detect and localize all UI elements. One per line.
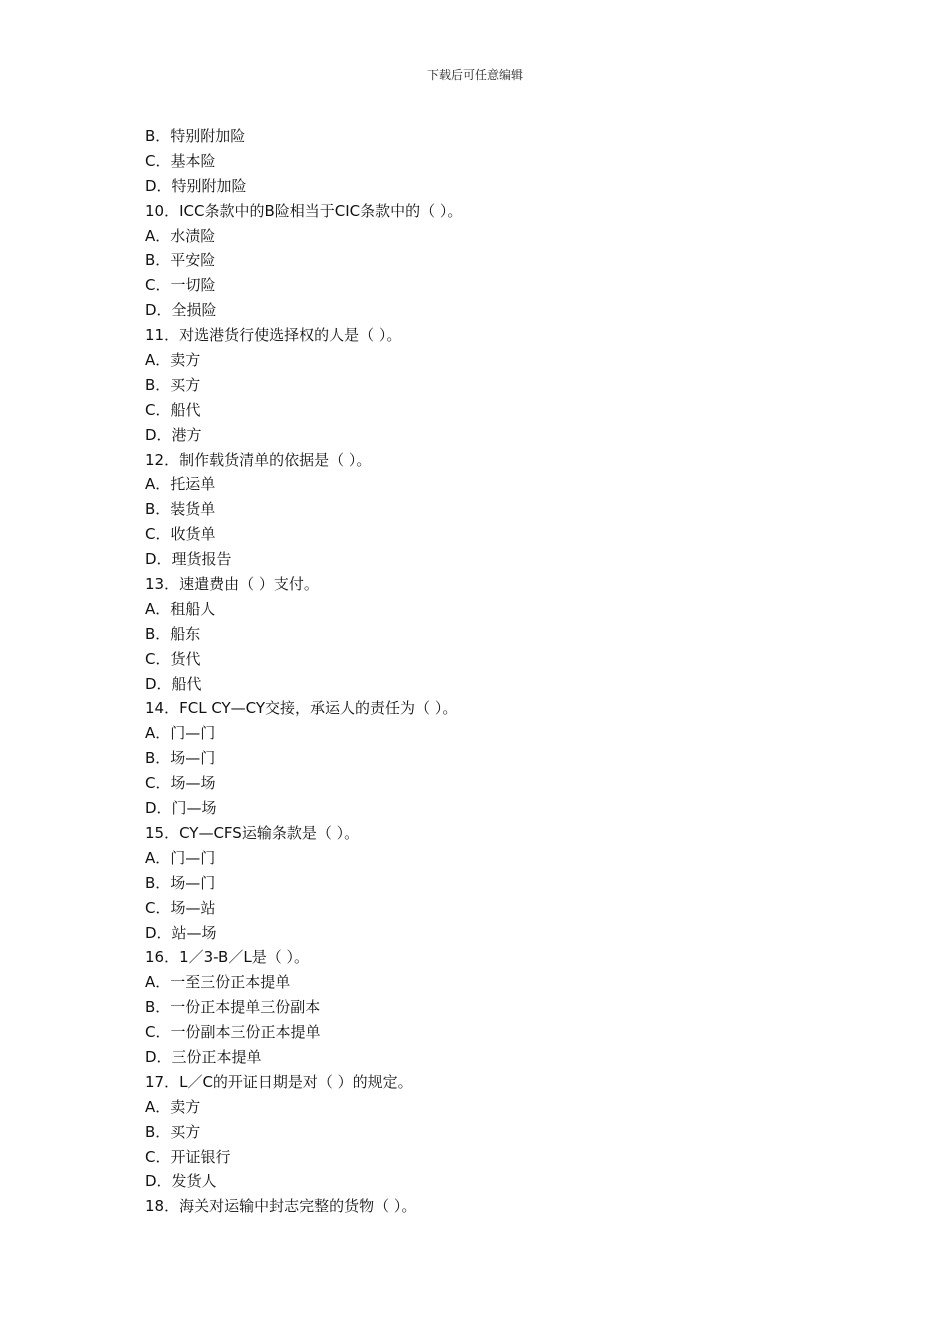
option-line: C．开证银行	[145, 1147, 231, 1166]
option-line: D．全损险	[145, 301, 217, 320]
option-line: B．特别附加险	[145, 127, 246, 145]
question-line: 14．FCL CY—CY交接，承运人的责任为（ ）。	[145, 699, 458, 718]
question-line: 15．CY—CFS运输条款是（ ）。	[145, 823, 360, 842]
option-line: B．平安险	[145, 251, 216, 270]
option-line: A．卖方	[145, 1097, 201, 1116]
option-line: B．场—门	[145, 873, 216, 892]
option-line: A．一至三份正本提单	[145, 973, 291, 992]
question-line: 18．海关对运输中封志完整的货物（ ）。	[145, 1197, 417, 1216]
option-line: D．门—场	[145, 799, 217, 818]
option-line: C．基本险	[145, 151, 216, 170]
question-line: 13．速遣费由（ ）支付。	[145, 575, 319, 594]
option-line: D．船代	[145, 674, 202, 693]
option-line: A．门—门	[145, 724, 216, 743]
option-line: D．理货报告	[145, 550, 232, 569]
option-line: C．一份副本三份正本提单	[145, 1023, 321, 1042]
option-line: C．一切险	[145, 276, 216, 295]
option-line: A．托运单	[145, 475, 216, 494]
document-body	[145, 124, 845, 1219]
option-line: D．发货人	[145, 1172, 217, 1191]
option-line: B．场—门	[145, 749, 216, 768]
question-line: 10．ICC条款中的B险相当于CIC条款中的（ ）。	[145, 201, 463, 220]
option-line: C．货代	[145, 649, 201, 668]
question-line: 12．制作载货清单的依据是（ ）。	[145, 450, 372, 469]
option-line: B．装货单	[145, 500, 216, 519]
option-line: B．买方	[145, 375, 201, 394]
option-line: D．特别附加险	[145, 176, 247, 195]
option-line: B．一份正本提单三份副本	[145, 998, 321, 1017]
option-line: C．场—站	[145, 898, 216, 917]
option-line: A．水渍险	[145, 226, 216, 245]
option-line: B．船东	[145, 624, 201, 643]
question-line: 11．对选港货行使选择权的人是（ ）。	[145, 326, 402, 345]
option-line: C．收货单	[145, 525, 216, 544]
page-header: 下载后可任意编辑	[426, 68, 523, 82]
question-line: 17．L／C的开证日期是对（ ）的规定。	[145, 1072, 413, 1091]
question-line: 16．1／3-B／L是（ ）。	[145, 948, 309, 967]
option-line: D．站—场	[145, 923, 217, 942]
option-line: C．场—场	[145, 774, 216, 793]
option-line: D．三份正本提单	[145, 1047, 262, 1066]
option-line: A．卖方	[145, 351, 201, 370]
option-line: A．租船人	[145, 599, 216, 618]
option-line: A．门—门	[145, 848, 216, 867]
option-line: D．港方	[145, 425, 202, 444]
option-line: B．买方	[145, 1122, 201, 1141]
option-line: C．船代	[145, 400, 201, 419]
